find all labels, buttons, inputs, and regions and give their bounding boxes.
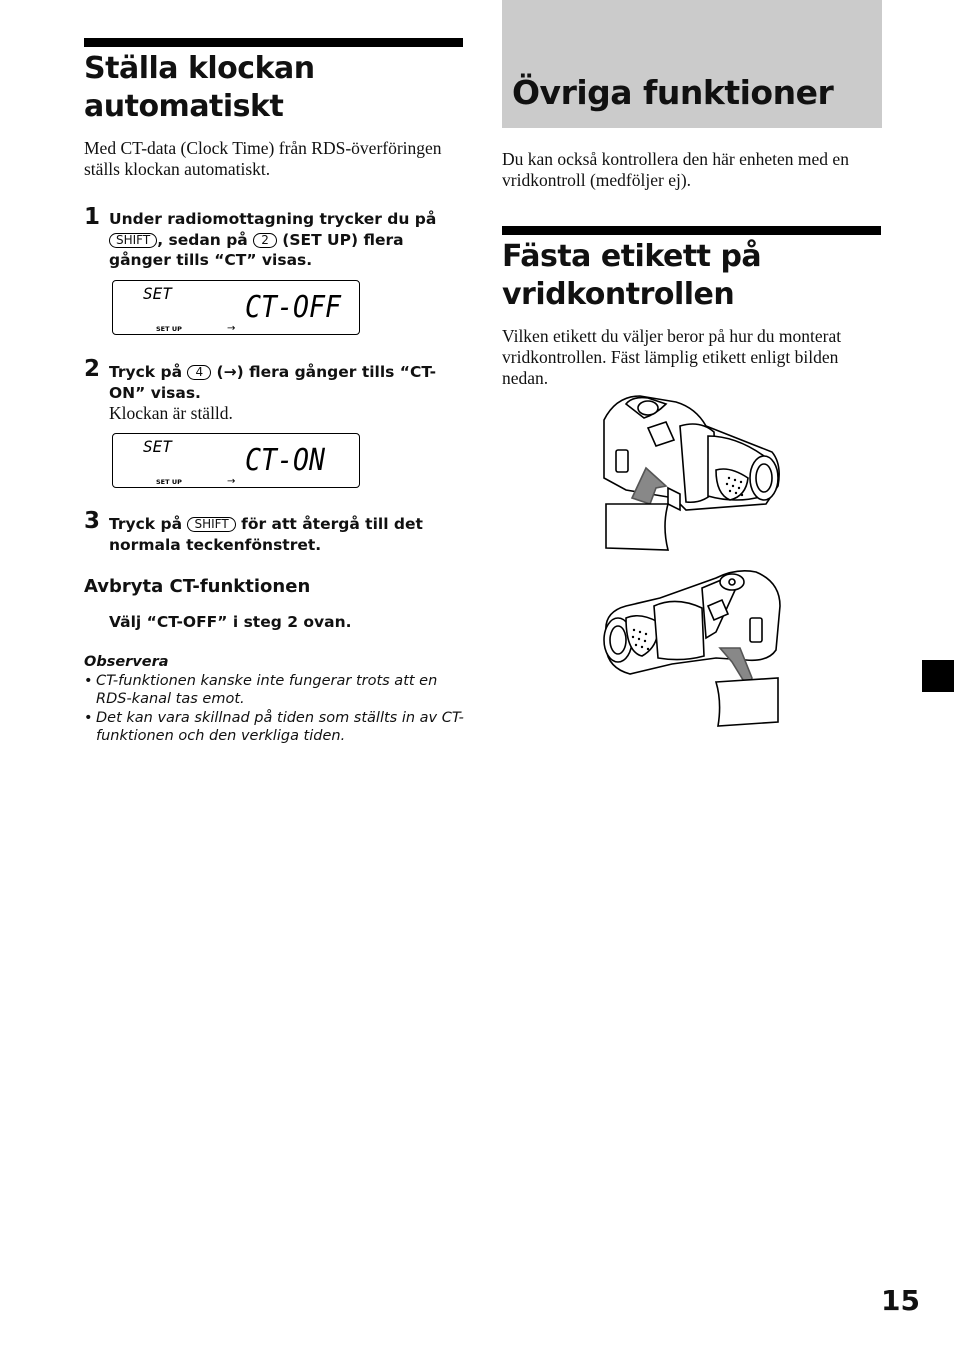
- section-title: Övriga funktioner: [512, 73, 834, 112]
- preset-2-key: 2: [253, 233, 277, 248]
- lcd-arrow-icon: →: [227, 476, 236, 487]
- rotary-commander-illustration: [596, 392, 788, 732]
- step-2-number: 2: [84, 356, 101, 382]
- label-paragraph: Vilken etikett du väljer beror på hur du monterat vridkontrollen. Fäst lämplig etikett enligt bilden nedan.: [502, 326, 842, 388]
- step-1-part3: (SET UP) flera gånger tills “CT” visas.: [109, 230, 404, 269]
- shift-key: SHIFT: [109, 233, 157, 248]
- lcd-small-label: SET UP: [156, 478, 182, 486]
- step-1-part1: Under radiomottagning trycker du på: [109, 210, 437, 228]
- notes-block: [84, 653, 464, 746]
- preset-4-key: 4: [187, 365, 211, 380]
- step-1-text: [109, 209, 449, 271]
- step-3-part1: Tryck på: [109, 515, 183, 533]
- step-3-part2: för att återgå till det normala teckenfönstret.: [109, 515, 423, 554]
- heading-rule: [502, 226, 881, 235]
- lcd-top-text: SET: [143, 437, 172, 456]
- heading-rule: [84, 38, 463, 47]
- lcd-top-text: SET: [143, 284, 172, 303]
- step-2-part2: (→) flera gånger tills “CT-ON” visas.: [109, 363, 437, 402]
- page-title: Ställa klockan automatiskt: [84, 51, 315, 124]
- lcd-display-ct-on: [112, 433, 360, 488]
- lcd-main-text: CT-OFF: [245, 290, 342, 325]
- note-item: • Det kan vara skillnad på tiden som ställts in av CT-funktionen och den verkliga tiden.: [84, 709, 464, 746]
- page-number: 15: [881, 1284, 920, 1317]
- note-item: • CT-funktionen kanske inte fungerar trots att en RDS-kanal tas emot.: [84, 672, 464, 709]
- step-2-result: Klockan är ställd.: [109, 403, 233, 423]
- lcd-display-ct-off: [112, 280, 360, 335]
- lcd-small-label: SET UP: [156, 325, 182, 333]
- cancel-instruction: Välj “CT-OFF” i steg 2 ovan.: [109, 613, 352, 631]
- subheading-cancel: Avbryta CT-funktionen: [84, 576, 311, 597]
- section-intro: Du kan också kontrollera den här enheten med en vridkontroll (medföljer ej).: [502, 149, 849, 190]
- step-2-text: [109, 362, 449, 425]
- step-3-number: 3: [84, 508, 101, 534]
- shift-key: SHIFT: [187, 517, 235, 532]
- notes-title: Observera: [84, 654, 169, 670]
- lcd-arrow-icon: →: [227, 323, 236, 334]
- label-heading: Fästa etikett på vridkontrollen: [502, 239, 762, 312]
- section-tab-marker: [922, 660, 954, 692]
- step-1-number: 1: [84, 204, 101, 230]
- lcd-main-text: CT-ON: [245, 443, 326, 478]
- intro-paragraph: Med CT-data (Clock Time) från RDS-överföringen ställs klockan automatiskt.: [84, 138, 442, 179]
- step-2-part1: Tryck på: [109, 363, 183, 381]
- step-3-text: [109, 514, 449, 555]
- step-1-part2: , sedan på: [157, 230, 248, 249]
